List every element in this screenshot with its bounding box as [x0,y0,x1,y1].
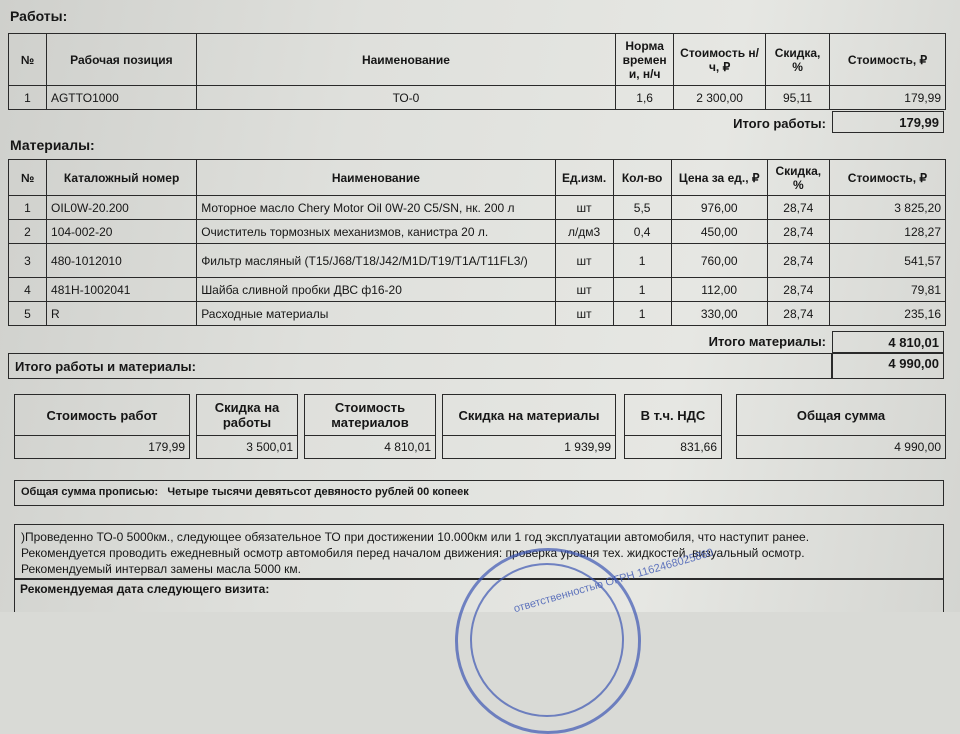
amount-in-words [14,480,944,506]
cell-discount: 28,74 [767,220,829,244]
materials-total-label: Итого материалы: [708,334,826,349]
works-total-label: Итого работы: [733,116,826,131]
cell-unit: шт [555,302,613,326]
amount-in-words-text: Четыре тысячи девятьсот девяносто рублей 00 копеек [167,486,469,498]
summary-value: 1 939,99 [564,440,611,454]
works-title: Работы: [10,8,68,24]
mat-col-num: № [9,160,47,196]
mat-col-cost: Стоимость, ₽ [829,160,945,196]
works-table [8,33,946,110]
notes-line: Рекомендуется проводить ежедневный осмотр автомобиля перед началом движения: проверка уровня тех. жидкостей, визуальный осмотр. [21,546,805,560]
summary-box-materials-discount [442,394,616,459]
cell-price: 2 300,00 [674,86,766,110]
cell-price: 976,00 [671,196,767,220]
summary-label: В т.ч. НДС [625,395,721,436]
grand-total-label: Итого работы и материалы: [8,353,832,379]
cell-code: AGTTO1000 [46,86,196,110]
summary-box-works-discount [196,394,298,459]
cell-code: 481H-1002041 [47,278,197,302]
summary-value: 179,99 [148,440,185,454]
cell-name: Моторное масло Chery Motor Oil 0W-20 C5/SN, нк. 200 л [197,196,555,220]
cell-qty: 1 [613,244,671,278]
mat-col-name: Наименование [197,160,555,196]
summary-box-works-cost [14,394,190,459]
cell-discount: 28,74 [767,244,829,278]
works-col-cost: Стоимость, ₽ [830,34,946,86]
cell-qty: 1 [613,278,671,302]
table-row [9,196,946,220]
cell-name: Шайба сливной пробки ДВС ф16-20 [197,278,555,302]
summary-label: Скидка на работы [197,395,297,436]
cell-qty: 0,4 [613,220,671,244]
mat-col-code: Каталожный номер [47,160,197,196]
works-col-norm: Норма времен и, н/ч [616,34,674,86]
notes-line: )Проведенно ТО-0 5000км., следующее обязательное ТО при достижении 10.000км или 1 год эксплуатации автомобиля, что наступит ранее. [21,530,810,544]
mat-col-price: Цена за ед., ₽ [671,160,767,196]
works-total-value: 179,99 [832,111,944,133]
summary-value: 3 500,01 [246,440,293,454]
summary-value: 831,66 [680,440,717,454]
cell-num: 1 [9,86,47,110]
cell-cost: 235,16 [829,302,945,326]
works-col-code: Рабочая позиция [46,34,196,86]
materials-table [8,159,946,326]
cell-norm: 1,6 [616,86,674,110]
cell-num: 5 [9,302,47,326]
summary-value: 4 990,00 [894,440,941,454]
summary-value: 4 810,01 [384,440,431,454]
cell-num: 2 [9,220,47,244]
mat-col-qty: Кол-во [613,160,671,196]
cell-unit: шт [555,278,613,302]
works-header-row [9,34,946,86]
cell-discount: 28,74 [767,196,829,220]
cell-code: 480-1012010 [47,244,197,278]
cell-qty: 1 [613,302,671,326]
cell-code: 104-002-20 [47,220,197,244]
table-row [9,86,946,110]
cell-cost: 179,99 [830,86,946,110]
mat-col-discount: Скидка, % [767,160,829,196]
cell-cost: 79,81 [829,278,945,302]
cell-discount: 28,74 [767,278,829,302]
cell-price: 450,00 [671,220,767,244]
cell-num: 3 [9,244,47,278]
works-col-price: Стоимость н/ч, ₽ [674,34,766,86]
works-col-name: Наименование [196,34,615,86]
materials-header-row [9,160,946,196]
table-row [9,220,946,244]
cell-price: 112,00 [671,278,767,302]
cell-name: Очиститель тормозных механизмов, канистра 20 л. [197,220,555,244]
cell-name: Фильтр масляный (T15/J68/T18/J42/M1D/T19/T1A/T11FL3/) [197,244,555,278]
table-row [9,302,946,326]
cell-name: Расходные материалы [197,302,555,326]
summary-box-materials-cost [304,394,436,459]
cell-price: 330,00 [671,302,767,326]
cell-price: 760,00 [671,244,767,278]
notes-line: Рекомендуемый интервал замены масла 5000 км. [21,562,301,576]
summary-box-total [736,394,946,459]
cell-num: 4 [9,278,47,302]
table-row [9,244,946,278]
summary-label: Общая сумма [737,395,945,436]
grand-total-value: 4 990,00 [832,353,944,379]
table-row [9,278,946,302]
cell-discount: 95,11 [766,86,830,110]
cell-cost: 128,27 [829,220,945,244]
cell-unit: шт [555,244,613,278]
cell-code: OIL0W-20.200 [47,196,197,220]
stamp-text: ответственностью ОГРН 1162468025860 [512,546,715,616]
cell-name: ТО-0 [196,86,615,110]
works-col-discount: Скидка, % [766,34,830,86]
cell-num: 1 [9,196,47,220]
cell-code: R [47,302,197,326]
cell-qty: 5,5 [613,196,671,220]
cell-unit: л/дм3 [555,220,613,244]
summary-box-vat [624,394,722,459]
cell-cost: 541,57 [829,244,945,278]
mat-col-unit: Ед.изм. [555,160,613,196]
amount-in-words-label: Общая сумма прописью: [21,486,159,498]
summary-label: Скидка на материалы [443,395,615,436]
cell-cost: 3 825,20 [829,196,945,220]
materials-total-value: 4 810,01 [832,331,944,353]
works-col-num: № [9,34,47,86]
summary-label: Стоимость материалов [305,395,435,436]
next-visit-label: Рекомендуемая дата следующего визита: [20,582,270,596]
cell-unit: шт [555,196,613,220]
materials-title: Материалы: [10,137,95,153]
cell-discount: 28,74 [767,302,829,326]
summary-label: Стоимость работ [15,395,189,436]
